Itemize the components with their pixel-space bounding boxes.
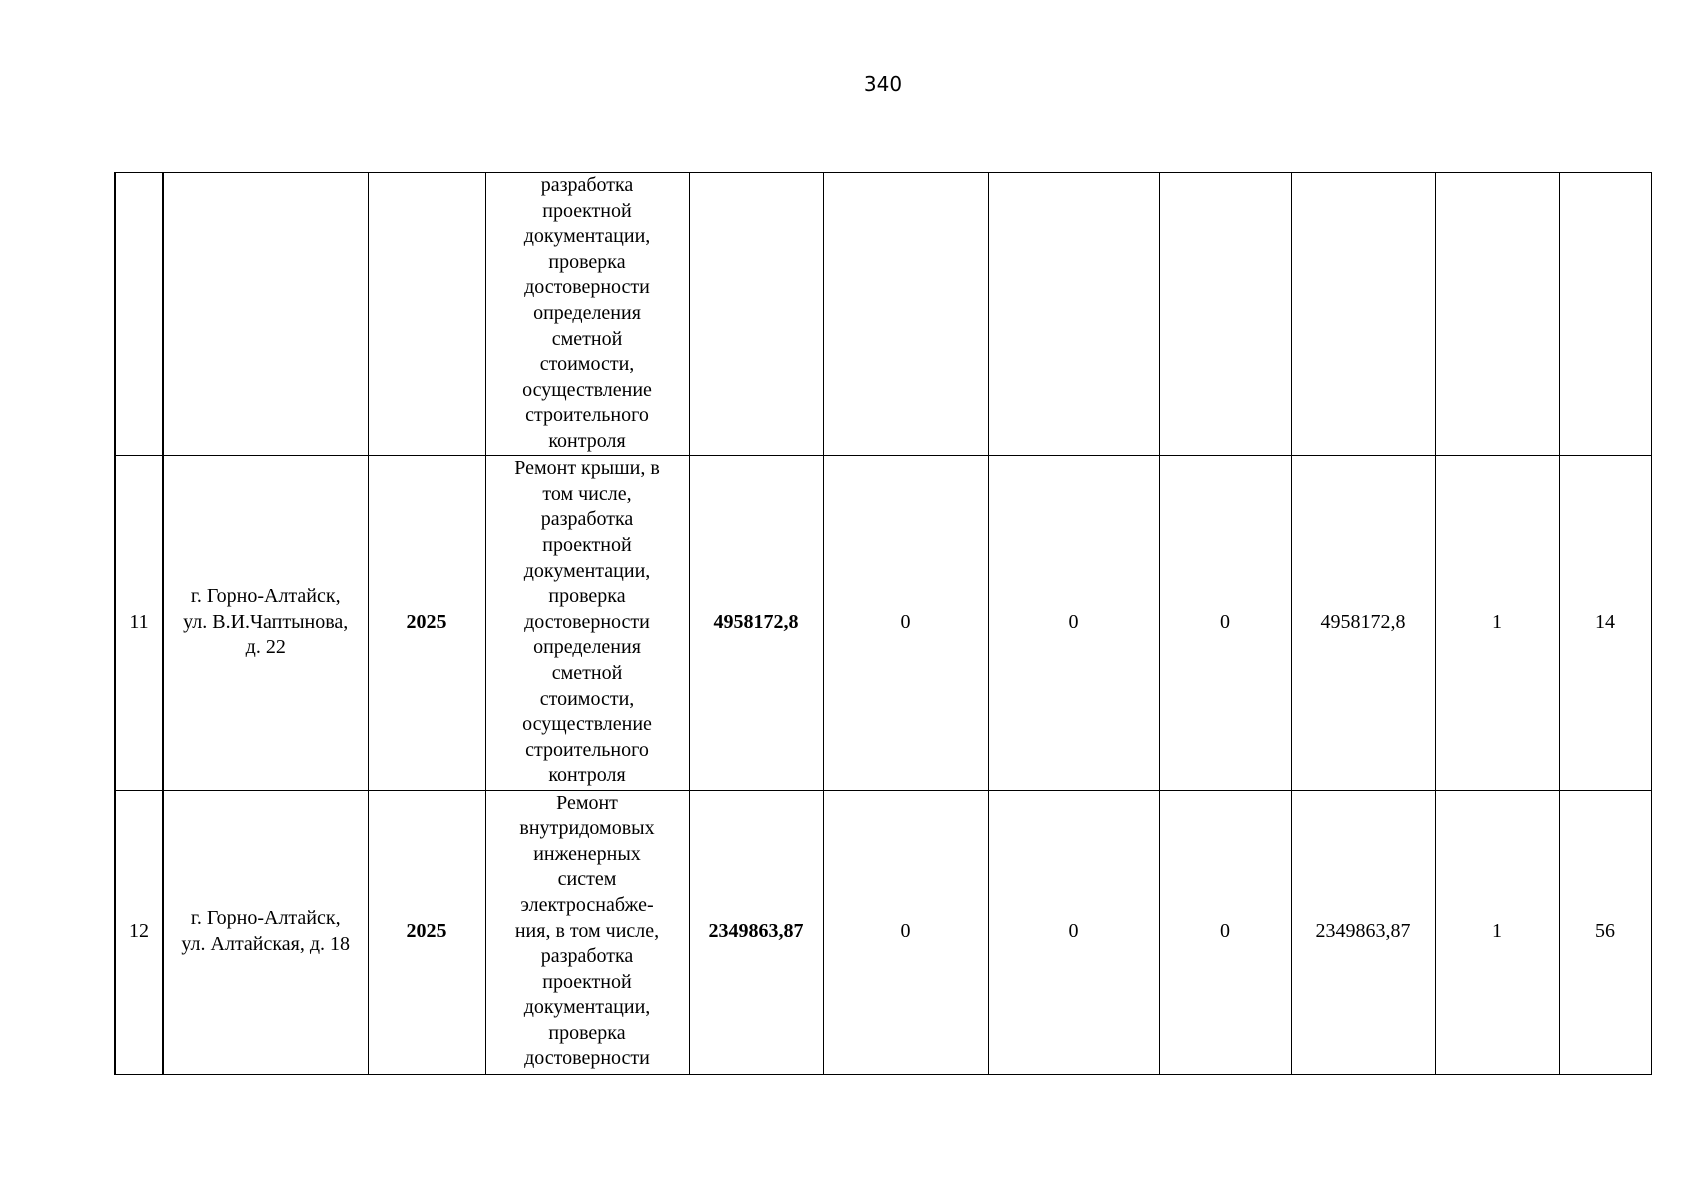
total-cost-cell (689, 173, 823, 456)
value-cell: 2349863,87 (1291, 790, 1435, 1074)
address-cell: г. Горно-Алтайск, ул. Алтайская, д. 18 (163, 790, 368, 1074)
address-cell: г. Горно-Алтайск, ул. В.И.Чаптынова, д. 22 (163, 455, 368, 790)
address-cell (163, 173, 368, 456)
value-cell (823, 173, 988, 456)
year-cell: 2025 (368, 455, 485, 790)
value-cell: 0 (1159, 455, 1291, 790)
value-cell (1159, 173, 1291, 456)
year-cell (368, 173, 485, 456)
value-cell: 56 (1559, 790, 1651, 1074)
total-cost-cell: 2349863,87 (689, 790, 823, 1074)
table-row (115, 790, 1651, 1074)
work-type-cell (485, 173, 689, 456)
row-number-cell: 12 (115, 790, 163, 1074)
value-cell (1559, 173, 1651, 456)
year-cell: 2025 (368, 790, 485, 1074)
value-cell: 4958172,8 (1291, 455, 1435, 790)
value-cell: 0 (1159, 790, 1291, 1074)
work-type-text: Ремонт внутридомовых инженерных систем электроснабже- ния, в том числе, разработка проектной документации, проверка достоверности (514, 791, 660, 1070)
row-number-cell (115, 173, 163, 456)
page-number: 340 (863, 72, 903, 96)
total-cost-cell: 4958172,8 (689, 455, 823, 790)
value-cell: 0 (988, 790, 1159, 1074)
work-type-text: разработка проектной документации, проверка достоверности определения сметной стоимости, осуществление строительного контроля (522, 174, 652, 452)
work-type-cell (485, 455, 689, 790)
value-cell: 1 (1435, 790, 1559, 1074)
table-row (115, 173, 1651, 456)
value-cell: 0 (988, 455, 1159, 790)
value-cell (988, 173, 1159, 456)
work-type-cell (485, 790, 689, 1074)
row-number-cell: 11 (115, 455, 163, 790)
table-row (115, 455, 1651, 790)
value-cell: 14 (1559, 455, 1651, 790)
value-cell: 0 (823, 455, 988, 790)
value-cell: 0 (823, 790, 988, 1074)
value-cell: 1 (1435, 455, 1559, 790)
value-cell (1435, 173, 1559, 456)
capital-repair-table (114, 172, 1652, 1075)
work-type-text: Ремонт крыши, в том числе, разработка проектной документации, проверка достоверности определения сметной стоимости, осуществление строительного контроля (514, 457, 660, 787)
value-cell (1291, 173, 1435, 456)
